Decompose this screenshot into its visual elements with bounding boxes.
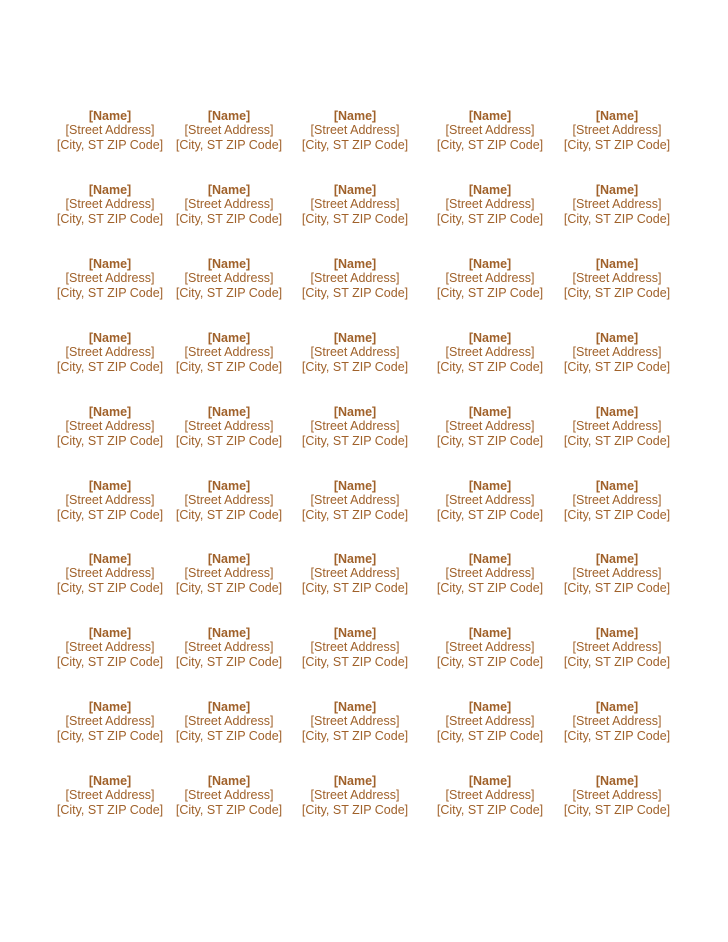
label-name: [Name] [88,109,132,123]
label-city-state-zip: [City, ST ZIP Code] [175,359,283,374]
label-name: [Name] [88,552,132,567]
address-label[interactable] [428,552,552,612]
label-street-address: [Street Address] [184,566,274,581]
label-name: [Name] [207,109,251,123]
address-label[interactable] [48,552,172,612]
label-street-address: [Street Address] [184,640,274,655]
label-name: [Name] [207,330,251,345]
address-label[interactable] [48,331,172,391]
label-city-state-zip: [City, ST ZIP Code] [175,433,283,448]
label-name: [Name] [333,256,377,271]
label-city-state-zip: [City, ST ZIP Code] [563,507,671,522]
label-city-state-zip: [City, ST ZIP Code] [301,655,409,670]
address-label[interactable] [167,405,291,465]
address-label[interactable] [48,774,172,834]
label-name: [Name] [595,700,639,715]
address-label[interactable] [293,183,417,243]
label-street-address: [Street Address] [310,788,400,803]
address-label[interactable] [167,331,291,391]
label-street-address: [Street Address] [65,788,155,803]
label-name: [Name] [468,330,512,345]
label-street-address: [Street Address] [572,196,662,211]
label-name: [Name] [468,478,512,493]
label-name: [Name] [468,404,512,419]
address-label[interactable] [428,774,552,834]
label-name: [Name] [595,626,639,641]
label-name: [Name] [333,330,377,345]
label-name: [Name] [333,626,377,641]
label-name: [Name] [333,478,377,493]
label-street-address: [Street Address] [184,492,274,507]
address-label[interactable] [167,479,291,539]
label-city-state-zip: [City, ST ZIP Code] [56,655,164,670]
label-city-state-zip: [City, ST ZIP Code] [563,729,671,744]
address-label[interactable] [167,774,291,834]
label-city-state-zip: [City, ST ZIP Code] [56,581,164,596]
label-name: [Name] [468,182,512,197]
label-name: [Name] [333,552,377,567]
label-city-state-zip: [City, ST ZIP Code] [56,433,164,448]
label-street-address: [Street Address] [184,788,274,803]
label-city-state-zip: [City, ST ZIP Code] [175,655,283,670]
label-street-address: [Street Address] [445,270,535,285]
label-city-state-zip: [City, ST ZIP Code] [175,803,283,818]
address-label[interactable] [167,552,291,612]
label-city-state-zip: [City, ST ZIP Code] [56,211,164,226]
address-label[interactable] [428,405,552,465]
label-city-state-zip: [City, ST ZIP Code] [301,729,409,744]
label-city-state-zip: [City, ST ZIP Code] [301,285,409,300]
label-name: [Name] [595,256,639,271]
label-city-state-zip: [City, ST ZIP Code] [301,359,409,374]
label-city-state-zip: [City, ST ZIP Code] [56,285,164,300]
label-name: [Name] [333,109,377,123]
label-street-address: [Street Address] [65,566,155,581]
address-label[interactable] [48,700,172,760]
label-name: [Name] [595,478,639,493]
label-street-address: [Street Address] [65,344,155,359]
label-street-address: [Street Address] [65,270,155,285]
label-city-state-zip: [City, ST ZIP Code] [436,581,544,596]
address-label[interactable] [428,626,552,686]
label-street-address: [Street Address] [310,640,400,655]
label-street-address: [Street Address] [310,566,400,581]
address-label[interactable] [428,331,552,391]
address-label[interactable] [428,183,552,243]
label-city-state-zip: [City, ST ZIP Code] [301,581,409,596]
label-name: [Name] [333,404,377,419]
address-label[interactable] [293,552,417,612]
label-street-address: [Street Address] [310,418,400,433]
label-street-address: [Street Address] [184,418,274,433]
address-label[interactable] [555,626,679,686]
address-label[interactable] [293,405,417,465]
label-name: [Name] [207,182,251,197]
label-name: [Name] [88,774,132,789]
label-name: [Name] [88,256,132,271]
label-name: [Name] [207,552,251,567]
address-label[interactable] [48,405,172,465]
label-city-state-zip: [City, ST ZIP Code] [436,729,544,744]
label-city-state-zip: [City, ST ZIP Code] [175,729,283,744]
label-street-address: [Street Address] [572,714,662,729]
address-label[interactable] [293,331,417,391]
address-label[interactable] [293,479,417,539]
label-street-address: [Street Address] [65,492,155,507]
label-name: [Name] [207,256,251,271]
label-city-state-zip: [City, ST ZIP Code] [175,211,283,226]
label-name: [Name] [595,109,639,123]
label-name: [Name] [88,404,132,419]
label-city-state-zip: [City, ST ZIP Code] [301,507,409,522]
label-street-address: [Street Address] [65,714,155,729]
address-label[interactable] [555,405,679,465]
label-city-state-zip: [City, ST ZIP Code] [563,285,671,300]
label-city-state-zip: [City, ST ZIP Code] [563,211,671,226]
label-street-address: [Street Address] [572,492,662,507]
label-street-address: [Street Address] [572,566,662,581]
label-street-address: [Street Address] [65,418,155,433]
label-name: [Name] [207,626,251,641]
label-city-state-zip: [City, ST ZIP Code] [301,138,409,152]
label-street-address: [Street Address] [445,418,535,433]
label-city-state-zip: [City, ST ZIP Code] [301,211,409,226]
address-label[interactable] [48,257,172,317]
label-street-address: [Street Address] [572,640,662,655]
label-city-state-zip: [City, ST ZIP Code] [436,433,544,448]
label-street-address: [Street Address] [572,123,662,137]
label-city-state-zip: [City, ST ZIP Code] [436,285,544,300]
address-label[interactable] [555,331,679,391]
label-street-address: [Street Address] [310,123,400,137]
address-label[interactable] [48,183,172,243]
label-street-address: [Street Address] [445,492,535,507]
address-label[interactable] [48,479,172,539]
label-street-address: [Street Address] [184,123,274,137]
address-label[interactable] [555,479,679,539]
label-city-state-zip: [City, ST ZIP Code] [56,803,164,818]
label-city-state-zip: [City, ST ZIP Code] [56,359,164,374]
label-name: [Name] [88,182,132,197]
label-city-state-zip: [City, ST ZIP Code] [56,507,164,522]
label-street-address: [Street Address] [572,344,662,359]
address-label[interactable] [167,109,291,169]
address-label[interactable] [555,774,679,834]
label-city-state-zip: [City, ST ZIP Code] [563,359,671,374]
label-name: [Name] [88,478,132,493]
address-label[interactable] [167,700,291,760]
label-name: [Name] [333,182,377,197]
label-street-address: [Street Address] [310,492,400,507]
label-street-address: [Street Address] [184,344,274,359]
label-name: [Name] [468,626,512,641]
label-street-address: [Street Address] [184,714,274,729]
label-city-state-zip: [City, ST ZIP Code] [436,507,544,522]
label-street-address: [Street Address] [445,196,535,211]
label-city-state-zip: [City, ST ZIP Code] [175,581,283,596]
label-city-state-zip: [City, ST ZIP Code] [436,138,544,152]
address-label[interactable] [428,109,552,169]
address-label[interactable] [167,626,291,686]
label-name: [Name] [468,109,512,123]
label-name: [Name] [468,256,512,271]
address-label[interactable] [293,774,417,834]
label-street-address: [Street Address] [310,344,400,359]
address-label[interactable] [428,479,552,539]
address-label[interactable] [167,183,291,243]
label-city-state-zip: [City, ST ZIP Code] [175,138,283,152]
label-city-state-zip: [City, ST ZIP Code] [563,655,671,670]
label-street-address: [Street Address] [310,714,400,729]
label-name: [Name] [595,552,639,567]
label-street-address: [Street Address] [445,788,535,803]
label-name: [Name] [207,774,251,789]
label-street-address: [Street Address] [65,196,155,211]
label-name: [Name] [468,700,512,715]
label-street-address: [Street Address] [184,270,274,285]
address-label[interactable] [555,109,679,169]
label-street-address: [Street Address] [310,196,400,211]
address-label[interactable] [555,183,679,243]
address-label[interactable] [428,700,552,760]
label-city-state-zip: [City, ST ZIP Code] [436,803,544,818]
label-city-state-zip: [City, ST ZIP Code] [175,285,283,300]
label-city-state-zip: [City, ST ZIP Code] [563,803,671,818]
address-label[interactable] [293,257,417,317]
label-name: [Name] [595,330,639,345]
label-name: [Name] [207,404,251,419]
label-street-address: [Street Address] [572,788,662,803]
label-city-state-zip: [City, ST ZIP Code] [56,138,164,152]
label-name: [Name] [207,478,251,493]
label-street-address: [Street Address] [184,196,274,211]
label-street-address: [Street Address] [445,640,535,655]
label-name: [Name] [88,700,132,715]
label-city-state-zip: [City, ST ZIP Code] [563,433,671,448]
label-street-address: [Street Address] [445,714,535,729]
label-name: [Name] [468,552,512,567]
address-label[interactable] [167,257,291,317]
label-street-address: [Street Address] [572,418,662,433]
label-name: [Name] [333,774,377,789]
label-city-state-zip: [City, ST ZIP Code] [436,359,544,374]
address-label[interactable] [293,700,417,760]
label-name: [Name] [207,700,251,715]
address-label[interactable] [555,552,679,612]
label-city-state-zip: [City, ST ZIP Code] [301,433,409,448]
label-city-state-zip: [City, ST ZIP Code] [175,507,283,522]
address-label[interactable] [48,109,172,169]
address-label[interactable] [555,700,679,760]
label-city-state-zip: [City, ST ZIP Code] [301,803,409,818]
label-street-address: [Street Address] [572,270,662,285]
label-name: [Name] [595,182,639,197]
address-label[interactable] [293,626,417,686]
label-street-address: [Street Address] [310,270,400,285]
label-name: [Name] [333,700,377,715]
label-name: [Name] [595,404,639,419]
label-street-address: [Street Address] [65,640,155,655]
address-label[interactable] [555,257,679,317]
label-street-address: [Street Address] [445,344,535,359]
label-city-state-zip: [City, ST ZIP Code] [436,211,544,226]
label-city-state-zip: [City, ST ZIP Code] [56,729,164,744]
label-city-state-zip: [City, ST ZIP Code] [563,138,671,152]
label-name: [Name] [88,330,132,345]
label-street-address: [Street Address] [445,566,535,581]
label-name: [Name] [595,774,639,789]
address-label[interactable] [48,626,172,686]
label-name: [Name] [88,626,132,641]
address-label[interactable] [428,257,552,317]
label-street-address: [Street Address] [445,123,535,137]
label-street-address: [Street Address] [65,123,155,137]
label-city-state-zip: [City, ST ZIP Code] [563,581,671,596]
label-name: [Name] [468,774,512,789]
label-city-state-zip: [City, ST ZIP Code] [436,655,544,670]
address-label[interactable] [293,109,417,169]
